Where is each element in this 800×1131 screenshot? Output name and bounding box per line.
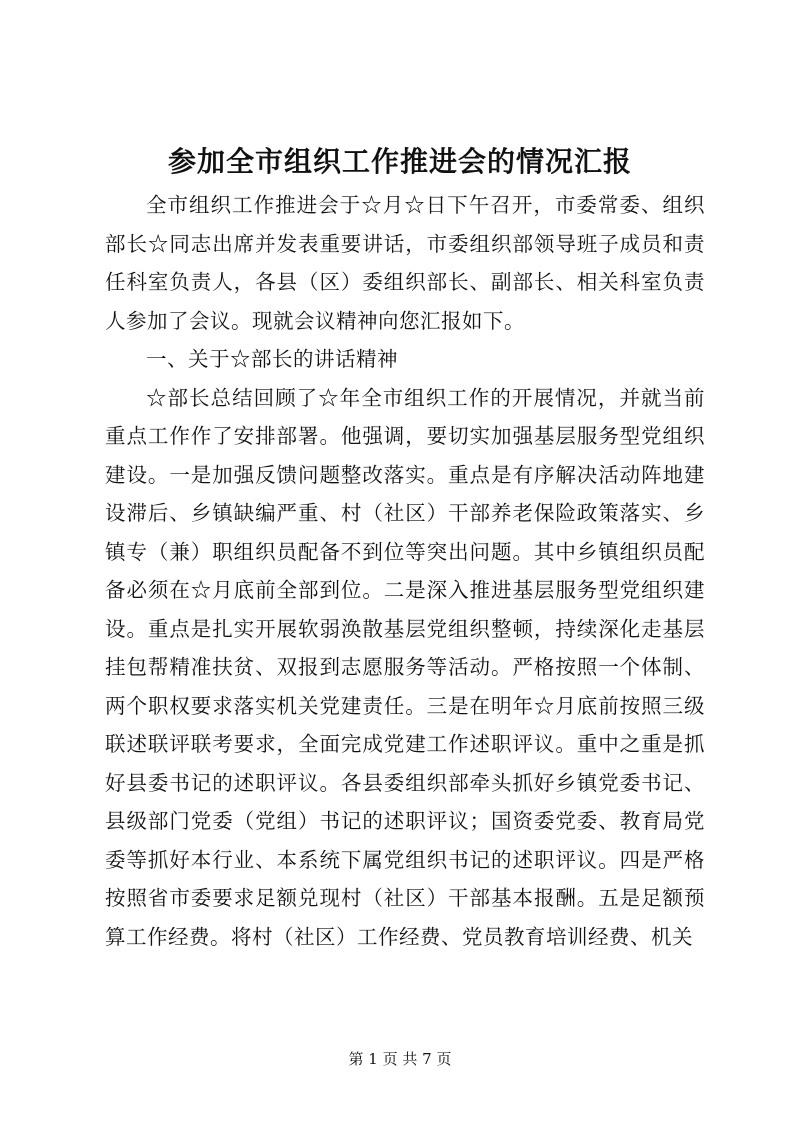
section-heading-1: 一、关于☆部长的讲话精神 <box>146 347 398 371</box>
paragraph-section-1: ☆部长总结回顾了☆年全市组织工作的开展情况，并就当前重点工作作了安排部署。他强调，要切实加强基层服务型党组织建设。一是加强反馈问题整改落实。重点是有序解决活动阵地建设滞后、乡镇缺编严重、村（社区）干部养老保险政策落实、乡镇专（兼）职组织员配备不到位等突出问题。其中乡镇组织员配备必须在☆月底前全部到位。二是深入推进基层服务型党组织建设。重点是扎实开展软弱涣散基层党组织整顿，持续深化走基层挂包帮精准扶贫、双报到志愿服务等活动。严格按照一个体制、两个职权要求落实机关党建责任。三是在明年☆月底前按照三级联述联评联考要求，全面完成党建工作述职评议。重中之重是抓好县委书记的述职评议。各县委组织部牵头抓好乡镇党委书记、县级部门党委（党组）书记的述职评议；国资委党委、教育局党委等抓好本行业、本系统下属党组织书记的述职评议。四是严格按照省市委要求足额兑现村（社区）干部基本报酬。五是足额预算工作经费。将村（社区）工作经费、党员教育培训经费、机关 <box>105 385 705 949</box>
document-body <box>105 186 705 956</box>
paragraph-intro: 全市组织工作推进会于☆月☆日下午召开，市委常委、组织部长☆同志出席并发表重要讲话，市委组织部领导班子成员和责任科室负责人，各县（区）委组织部长、副部长、相关科室负责人参加了会议。现就会议精神向您汇报如下。 <box>105 193 705 333</box>
document-title: 参加全市组织工作推进会的情况汇报 <box>167 145 632 178</box>
page-footer: 第 1 页 共 7 页 <box>348 1050 452 1068</box>
